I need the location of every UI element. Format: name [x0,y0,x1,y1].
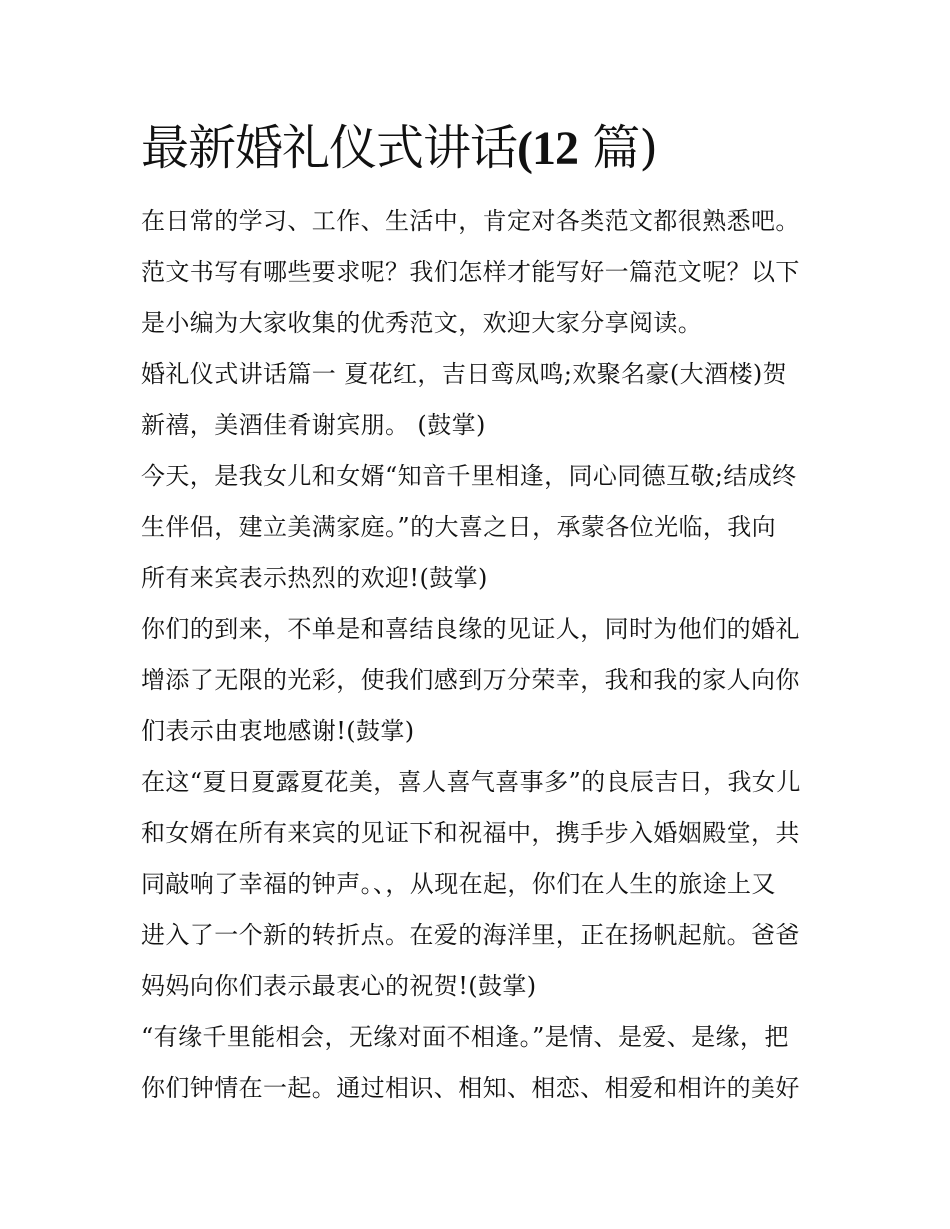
text-line: 在这“夏日夏露夏花美，喜人喜气喜事多”的良辰吉日，我女儿 [141,768,801,796]
text-line: 你们的到来，不单是和喜结良缘的见证人，同时为他们的婚礼 [141,615,800,643]
text-line: 和女婿在所有来宾的见证下和祝福中，携手步入婚姻殿堂，共 [141,819,800,847]
text-line: 是小编为大家收集的优秀范文，欢迎大家分享阅读。 [141,309,703,337]
text-line: 生伴侣，建立美满家庭。”的大喜之日，承蒙各位光临，我向 [141,513,777,541]
text-line: 范文书写有哪些要求呢？我们怎样才能写好一篇范文呢？以下 [141,258,800,286]
text-line: 新禧，美酒佳肴谢宾朋。 (鼓掌) [141,411,486,439]
title-count: (12 [517,122,578,175]
text-line: 妈妈向你们表示最衷心的祝贺!(鼓掌) [141,972,537,1000]
text-line: 婚礼仪式讲话篇一 夏花红，吉日鸾凤鸣;欢聚名豪(大酒楼)贺 [141,360,788,388]
page-title [141,118,841,179]
title-suffix: 篇) [578,120,657,176]
text-line: 在日常的学习、工作、生活中，肯定对各类范文都很熟悉吧。 [141,207,800,235]
text-line: 同敲响了幸福的钟声。、，从现在起，你们在人生的旅途上又 [141,870,776,898]
text-line: 们表示由衷地感谢!(鼓掌) [141,717,415,745]
text-line: 增添了无限的光彩，使我们感到万分荣幸，我和我的家人向你 [141,666,800,694]
text-line: 进入了一个新的转折点。在爱的海洋里，正在扬帆起航。爸爸 [141,921,800,949]
text-line: “有缘千里能相会，无缘对面不相逢。”是情、是爱、是缘，把 [141,1023,789,1051]
title-main: 最新婚礼仪式讲话 [141,120,518,176]
text-line: 你们钟情在一起。通过相识、相知、相恋、相爱和相许的美好 [141,1074,800,1102]
text-line: 今天，是我女儿和女婿“知音千里相逢，同心同德互敬;结成终 [141,462,797,490]
document-body [141,196,821,1114]
text-line: 所有来宾表示热烈的欢迎!(鼓掌) [141,564,488,592]
